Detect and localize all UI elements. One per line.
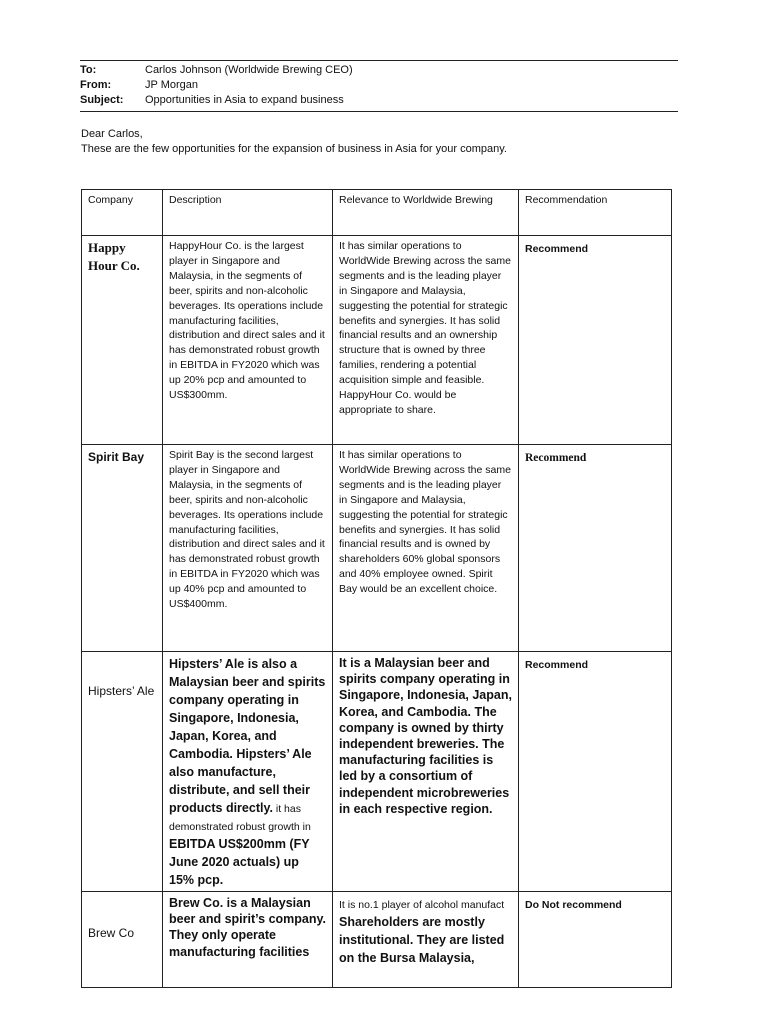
table-header-row <box>82 190 672 236</box>
recommendation-cell <box>519 652 672 892</box>
opportunities-table <box>81 189 672 988</box>
memo-from-value: JP Morgan <box>145 79 198 91</box>
company-cell <box>82 892 163 988</box>
letter-body <box>81 127 681 157</box>
relevance-cell: It is a Malaysian beer and spirits company operating in Singapore, Indonesia, Japan, Korea, and Cambodia. The company is owned by thirty independent breweries. The manufacturing facilities is led by a consortium of independent microbreweries in each respective region. <box>333 652 519 892</box>
recommendation-cell <box>519 236 672 445</box>
header-description: Description <box>163 190 333 236</box>
recommendation-cell <box>519 445 672 652</box>
description-bold-part-2: EBITDA US$200mm (FY June 2020 actuals) up 15% pcp. <box>169 837 310 887</box>
table-row <box>82 892 672 988</box>
company-cell <box>82 445 163 652</box>
memo-from-label: From: <box>80 79 112 91</box>
table-row <box>82 236 672 445</box>
company-name: Happy Hour Co. <box>88 240 140 273</box>
recommendation-label: Recommend <box>525 243 589 255</box>
memo-to-label: To: <box>80 64 97 76</box>
relevance-small-part: It is no.1 player of alcohol manufact <box>339 899 505 911</box>
memo-from-row <box>80 78 678 93</box>
relevance-cell: It has similar operations to WorldWide Brewing across the same segments and is the leading player in Singapore and Malaysia, suggesting the potential for strategic benefits and synergies. It has solid financial results and is owned by shareholders 60% global sponsors and 40% employee owned. Spirit Bay would be an excellent choice. <box>333 445 519 652</box>
recommendation-label: Do Not recommend <box>525 899 622 911</box>
description-bold-part: Hipsters’ Ale is also a Malaysian beer and spirits company operating in Singapore, Indonesia, Japan, Korea, and Cambodia. Hipsters’ Ale also manufacture, distribute, and sell their products directly. <box>169 657 326 815</box>
company-name: Spirit Bay <box>88 450 145 464</box>
relevance-cell: It has similar operations to WorldWide Brewing across the same segments and is the leading player in Singapore and Malaysia, suggesting the potential for strategic benefits and synergies. It has solid financial results and an ownership structure that is owned by three families, rendering a potential acquisition simple and feasible. HappyHour Co. would be appropriate to share. <box>333 236 519 445</box>
memo-subject-label: Subject: <box>80 94 124 106</box>
description-cell: Brew Co. is a Malaysian beer and spirit’s company. They only operate manufacturing facilities <box>163 892 333 988</box>
relevance-bold-part: Shareholders are mostly institutional. They are listed on the Bursa Malaysia, <box>339 915 505 965</box>
recommendation-label: Recommend <box>525 452 587 464</box>
memo-subject-value: Opportunities in Asia to expand business <box>145 94 344 106</box>
table-row <box>82 445 672 652</box>
memo-to-value: Carlos Johnson (Worldwide Brewing CEO) <box>145 64 353 76</box>
description-cell: Spirit Bay is the second largest player in Singapore and Malaysia, in the segments of beer, spirits and non-alcoholic beverages. Its operations include manufacturing facilities, distribution and direct sales and it has demonstrated robust growth in EBITDA in FY2020 which was up 40% pcp and amounted to US$400mm. <box>163 445 333 652</box>
header-recommendation: Recommendation <box>519 190 672 236</box>
description-cell: HappyHour Co. is the largest player in Singapore and Malaysia, in the segments of beer, spirits and non-alcoholic beverages. Its operations include manufacturing facilities, distribution and direct sales and it has demonstrated robust growth in EBITDA in FY2020 which was up 20% pcp and amounted to US$300mm. <box>163 236 333 445</box>
description-small-part: it has demonstrated robust growth in <box>169 803 311 833</box>
company-cell <box>82 652 163 892</box>
header-relevance: Relevance to Worldwide Brewing <box>333 190 519 236</box>
header-company: Company <box>82 190 163 236</box>
memo-to-row <box>80 63 678 78</box>
table-row <box>82 652 672 892</box>
memo-subject-row <box>80 93 678 108</box>
relevance-cell <box>333 892 519 988</box>
memo-header <box>80 60 678 112</box>
recommendation-label: Recommend <box>525 659 589 671</box>
description-cell <box>163 652 333 892</box>
letter-greeting: Dear Carlos, <box>81 128 143 140</box>
company-name: Brew Co <box>88 926 135 940</box>
company-name: Hipsters’ Ale <box>88 684 155 698</box>
letter-intro: These are the few opportunities for the expansion of business in Asia for your company. <box>81 143 507 155</box>
recommendation-cell <box>519 892 672 988</box>
company-cell <box>82 236 163 445</box>
